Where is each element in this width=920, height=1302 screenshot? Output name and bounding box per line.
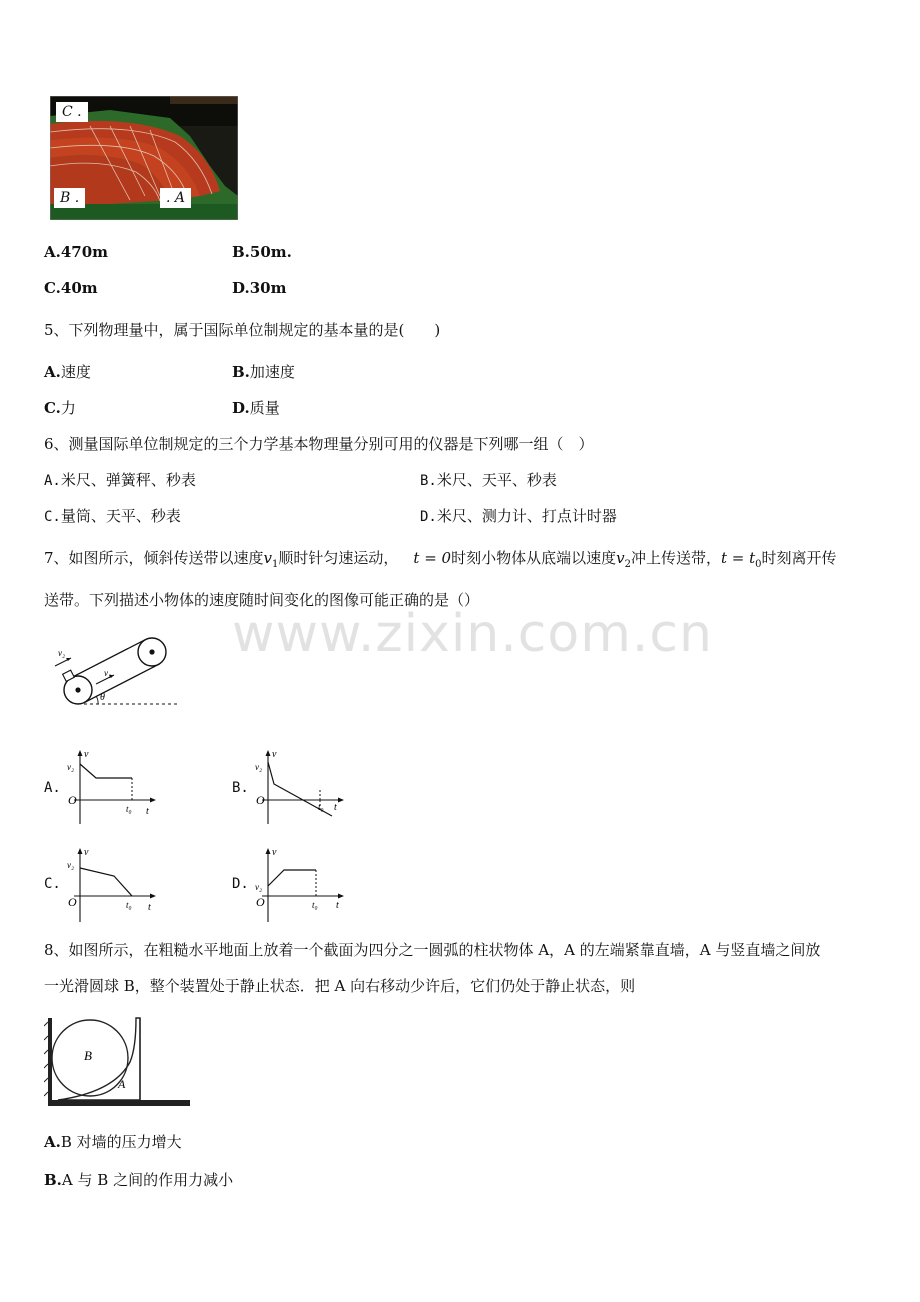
photo-label-a: . A (160, 188, 191, 208)
axis-origin: O (68, 793, 77, 807)
axis-label-v2: v₂ (255, 762, 263, 772)
option-text: B 对墙的压力增大 (60, 1133, 182, 1151)
conveyor-diagram (52, 632, 184, 712)
option-label: D. (420, 509, 437, 525)
option-text: 加速度 (249, 363, 295, 381)
option-label: A. (44, 1133, 61, 1151)
option-label: B. (420, 473, 437, 489)
fig-label-theta: θ (100, 692, 105, 703)
var-t0-sub: 0 (755, 559, 762, 570)
stem-text: 顺时针匀速运动， (278, 549, 399, 567)
axis-label-t: t (146, 806, 149, 817)
fig-label-v2: v₂ (58, 648, 66, 658)
q5-option-c[interactable] (44, 398, 76, 418)
q6-option-a[interactable] (44, 470, 196, 491)
option-label: A. (44, 243, 61, 261)
q4-option-b[interactable] (232, 242, 292, 262)
q8-option-a[interactable] (44, 1132, 182, 1152)
photo-label-c: C . (56, 102, 88, 122)
axis-label-t0: t₀ (126, 900, 132, 910)
stem-text: 时刻小物体从底端以速度 (451, 549, 617, 567)
q7-stem-line1 (44, 548, 837, 575)
q5-option-a[interactable] (44, 362, 91, 382)
stem-text: 冲上传送带， (630, 549, 721, 567)
q8-option-b[interactable] (44, 1170, 233, 1190)
watermark: www.zixin.com.cn (232, 604, 713, 664)
option-text: 力 (60, 399, 76, 417)
q8-stem-line1: 8、如图所示，在粗糙水平地面上放着一个截面为四分之一圆弧的柱状物体 A，A 的左端紧靠直墙，A 与竖直墙之间放 (44, 941, 821, 959)
fig-label-v1: v₁ (104, 668, 112, 678)
axis-origin: O (256, 793, 265, 807)
axis-origin: O (68, 895, 77, 909)
option-text: 50m. (249, 243, 292, 261)
option-text: 470m (60, 243, 109, 261)
axis-label-t0: t₀ (312, 900, 318, 910)
option-label: A. (44, 363, 61, 381)
axis-origin: O (256, 895, 265, 909)
option-label: B. (232, 243, 250, 261)
option-label: B. (232, 363, 250, 381)
eq-t0: t = 0 (413, 549, 452, 567)
q6-option-b[interactable] (420, 470, 557, 491)
q6-option-d[interactable] (420, 506, 617, 527)
q5-option-d[interactable] (232, 398, 280, 418)
axis-label-t: t (148, 902, 151, 913)
q6-stem: 6、测量国际单位制规定的三个力学基本物理量分别可用的仪器是下列哪一组（ ） (44, 435, 594, 453)
q5-stem: 5、下列物理量中，属于国际单位制规定的基本量的是( ) (44, 321, 441, 339)
axis-label-v: v (272, 847, 277, 858)
option-text: 米尺、天平、秒表 (436, 471, 557, 489)
option-text: 米尺、弹簧秤、秒表 (60, 471, 196, 489)
option-label: C. (44, 399, 61, 417)
axis-label-v: v (84, 749, 89, 760)
axis-label-v2: v₂ (67, 860, 75, 870)
axis-label-v2: v₂ (255, 882, 263, 892)
option-text: 30m (249, 279, 287, 297)
graph-c-plot (64, 846, 164, 926)
graph-d-plot (252, 846, 352, 926)
option-text: 质量 (249, 399, 280, 417)
option-label: D. (232, 399, 250, 417)
option-text: 米尺、测力计、打点计时器 (436, 507, 617, 525)
q4-option-a[interactable] (44, 242, 108, 262)
graph-b-plot (252, 748, 352, 828)
q4-option-c[interactable] (44, 278, 98, 298)
graph-a[interactable] (64, 748, 164, 828)
option-text: 速度 (60, 363, 91, 381)
axis-label-t: t (334, 802, 337, 813)
fig-label-a: A (118, 1077, 126, 1091)
conveyor-figure (52, 632, 184, 712)
graph-c[interactable] (64, 846, 164, 926)
var-v2-sub: 2 (624, 559, 631, 570)
graph-b[interactable] (252, 748, 352, 828)
track-photo (50, 96, 238, 220)
ball-wall-figure (44, 1012, 192, 1112)
q7-option-b-label[interactable]: B. (232, 780, 249, 796)
axis-label-t: t (336, 900, 339, 911)
option-label: D. (232, 279, 250, 297)
eq-t-t0: t = t (721, 549, 756, 567)
q7-option-c-label[interactable]: C. (44, 876, 61, 892)
ball-wall-diagram (44, 1012, 192, 1112)
fig-label-b: B (84, 1048, 92, 1063)
option-text: 量筒、天平、秒表 (60, 507, 181, 525)
stem-text: 时刻离开传 (761, 549, 837, 567)
q6-option-c[interactable] (44, 506, 181, 527)
axis-label-v2: v₂ (67, 762, 75, 772)
var-v1-sub: 1 (272, 559, 279, 570)
var-v2: v (616, 549, 625, 567)
q4-option-d[interactable] (232, 278, 286, 298)
q7-option-a-label[interactable]: A. (44, 780, 61, 796)
q5-option-b[interactable] (232, 362, 295, 382)
axis-label-v: v (84, 847, 89, 858)
q7-option-d-label[interactable]: D. (232, 876, 249, 892)
option-label: C. (44, 509, 61, 525)
option-label: C. (44, 279, 61, 297)
q7-stem-line2: 送带。下列描述小物体的速度随时间变化的图像可能正确的是（） (44, 591, 480, 609)
graph-d[interactable] (252, 846, 352, 926)
q8-stem-line2: 一光滑圆球 B，整个装置处于静止状态．把 A 向右移动少许后，它们仍处于静止状态，则 (44, 977, 636, 995)
stem-text: 7、如图所示，倾斜传送带以速度 (44, 549, 264, 567)
option-label: A. (44, 473, 61, 489)
option-text: A 与 B 之间的作用力减小 (61, 1171, 234, 1189)
option-text: 40m (60, 279, 98, 297)
photo-label-b: B . (54, 188, 85, 208)
option-label: B. (44, 1171, 62, 1189)
var-v1: v (263, 549, 273, 567)
axis-label-t0: t₀ (318, 802, 324, 812)
axis-label-v: v (272, 749, 277, 760)
axis-label-t0: t₀ (126, 804, 132, 814)
graph-a-plot (64, 748, 164, 828)
